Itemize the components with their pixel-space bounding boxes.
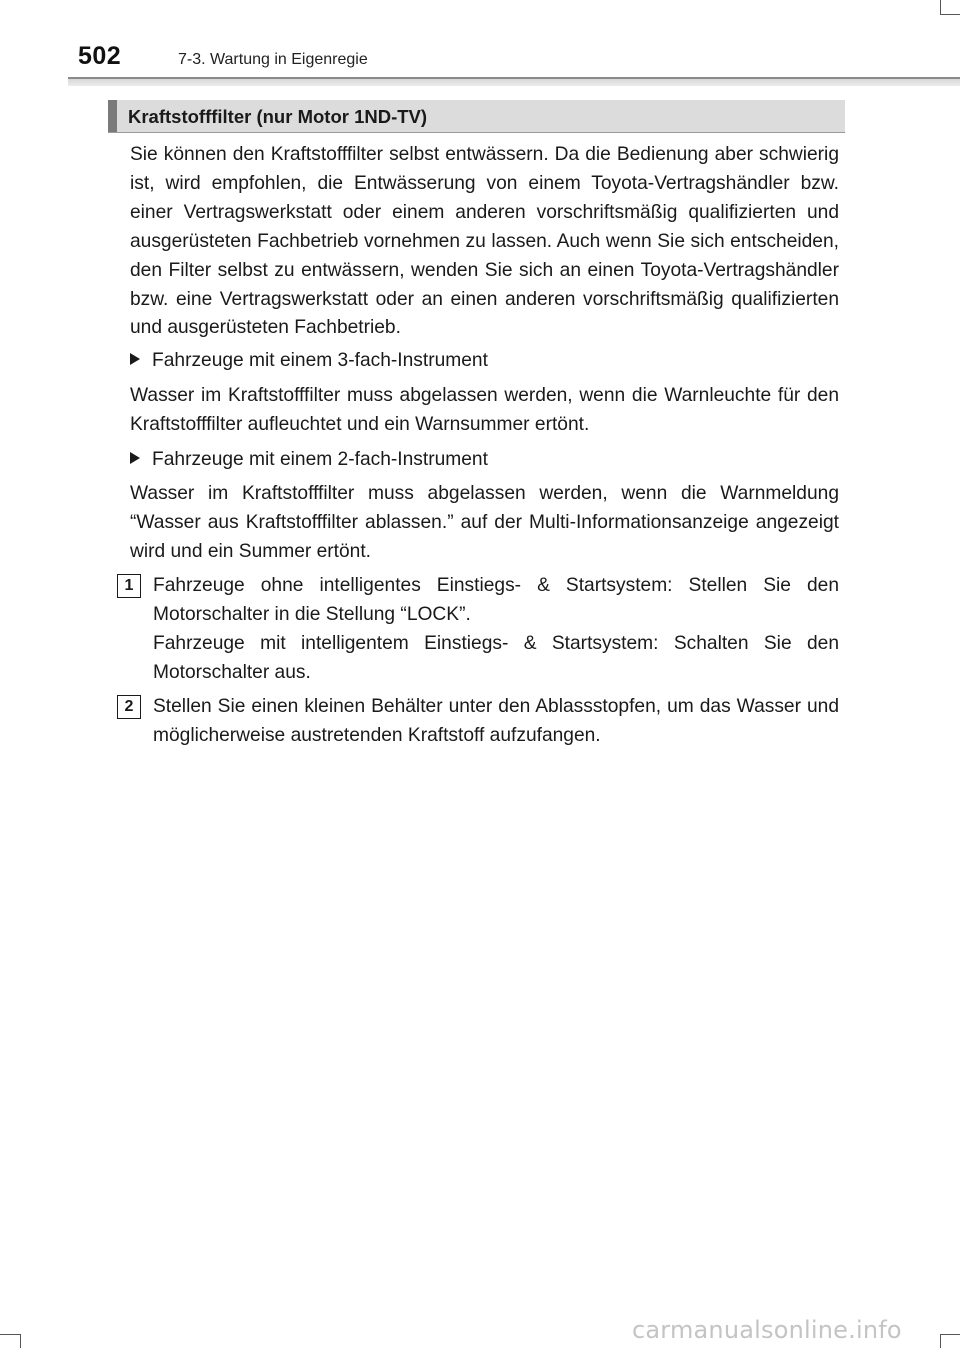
crop-mark	[0, 1334, 20, 1335]
case-heading-label: Fahrzeuge mit einem 2-fach-Instrument	[152, 449, 488, 470]
triangle-bullet-icon	[130, 452, 140, 464]
crop-mark	[940, 1334, 960, 1335]
crop-mark	[940, 1334, 941, 1348]
page-number: 502	[78, 42, 122, 70]
case-text: Wasser im Kraftstofffilter muss abgelassen werden, wenn die Warnmeldung “Wasser aus Kraftstofffilter ablassen.” auf der Multi-Informationsanzeige angezeigt wird und ein Summer ertönt.	[130, 483, 839, 562]
crop-mark	[940, 0, 941, 14]
case-text: Wasser im Kraftstofffilter muss abgelassen werden, wenn die Warnleuchte für den Kraftstofffilter aufleuchtet und ein Warnsummer ertönt.	[130, 385, 839, 435]
step-number-badge: 2	[117, 695, 141, 719]
triangle-bullet-icon	[130, 353, 140, 365]
header-rule	[68, 77, 960, 86]
step-text: Fahrzeuge ohne intelligentes Einstiegs- & Startsystem: Stellen Sie den Motorschalter in die Stellung “LOCK”.	[153, 575, 839, 625]
step-text: Stellen Sie einen kleinen Behälter unter den Ablassstopfen, um das Wasser und möglicherweise austretenden Kraftstoff aufzufangen.	[153, 696, 839, 746]
crop-mark	[940, 14, 960, 15]
case-heading	[130, 347, 488, 375]
step-number-badge: 1	[117, 574, 141, 598]
section-heading	[108, 100, 845, 133]
section-title: Kraftstofffilter (nur Motor 1ND-TV)	[128, 106, 428, 127]
watermark: carmanualsonline.info	[632, 1316, 902, 1344]
step-text: Fahrzeuge mit intelligentem Einstiegs- & Startsystem: Schalten Sie den Motorschalter aus.	[153, 633, 839, 683]
case-heading-label: Fahrzeuge mit einem 3-fach-Instrument	[152, 350, 488, 371]
chapter-title: 7-3. Wartung in Eigenregie	[178, 51, 368, 68]
case-heading	[130, 446, 488, 474]
intro-paragraph: Sie können den Kraftstofffilter selbst entwässern. Da die Bedienung aber schwierig ist, wird empfohlen, die Entwässerung von einem Toyota-Vertragshändler bzw. einer Vertragswerkstatt oder einem anderen vorschriftsmäßig qualifizierten und ausgerüsteten Fachbetrieb vornehmen zu lassen. Auch wenn Sie sich entscheiden, den Filter selbst zu entwässern, wenden Sie sich an einen Toyota-Vertragshändler bzw. eine Vertragswerkstatt oder an einen anderen vorschriftsmäßig qualifizierten und ausgerüsteten Fachbetrieb.	[130, 144, 839, 339]
crop-mark	[20, 1334, 21, 1348]
section-heading-bar	[108, 100, 117, 132]
